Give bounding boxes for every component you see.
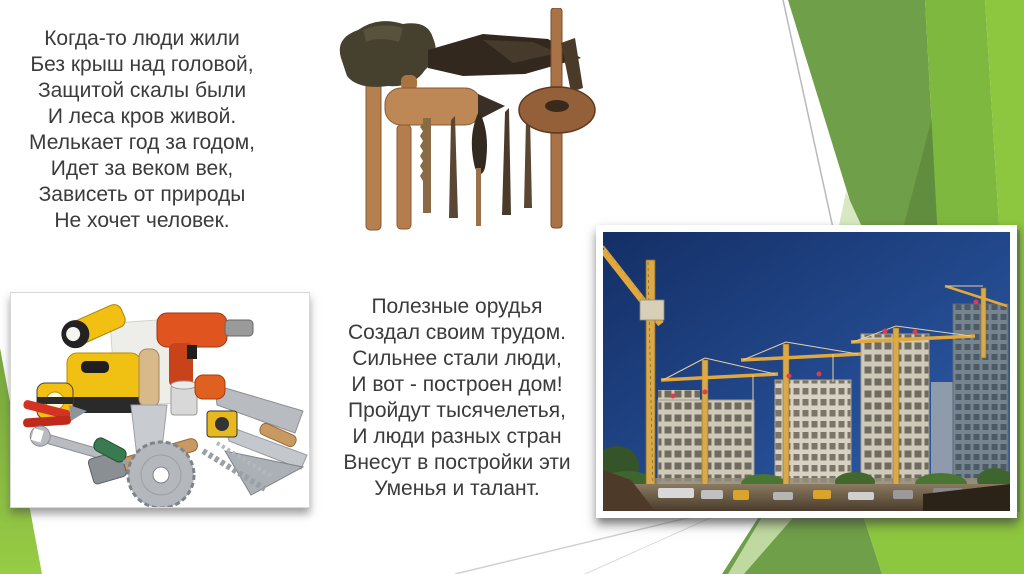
crane-mast-2 — [702, 360, 708, 494]
serrated-harpoon — [420, 118, 431, 213]
gauge-box — [207, 411, 237, 437]
poem-line: Сильнее стали люди, — [352, 347, 562, 370]
poem-line: Полезные орудья — [371, 295, 543, 318]
poem-top-left — [14, 26, 270, 234]
poem-line: И люди разных стран — [352, 425, 562, 448]
poem-line: Внесут в постройки эти — [343, 451, 571, 474]
modern-tools-image — [10, 292, 310, 508]
mallet-handle — [397, 125, 411, 229]
poem-line: Пройдут тысячелетья, — [348, 399, 566, 422]
mallet-head — [385, 88, 481, 125]
stone-ring-hole — [545, 100, 569, 112]
poem-line: И вот - построен дом! — [351, 373, 563, 396]
axe-handle — [366, 78, 381, 230]
thin-stick — [449, 116, 458, 218]
poem-line: Защитой скалы были — [37, 79, 247, 102]
poem-line: Создал своим трудом. — [348, 321, 566, 344]
construction-site-photo — [596, 225, 1017, 518]
crane-mast-3 — [783, 344, 789, 494]
small-stick — [524, 116, 532, 208]
poem-line: И леса кров живой. — [47, 105, 237, 128]
circular-saw-blade — [128, 442, 194, 507]
building-right-tall — [953, 304, 1008, 494]
mallet-tip — [478, 94, 505, 120]
crane-mast-4 — [893, 328, 899, 492]
poem-line: Без крыш над головой, — [30, 53, 254, 76]
poem-line: Не хочет человек. — [54, 209, 230, 232]
poem-line: Уменья и талант. — [374, 477, 540, 500]
poem-center — [326, 294, 588, 502]
poem-line: Идет за веком век, — [50, 157, 234, 180]
stick-fragment — [561, 38, 583, 92]
bottom-facet-bright — [862, 512, 1024, 574]
pointed-stick — [502, 108, 511, 215]
ancient-tools-image — [333, 8, 597, 236]
poem-line: Мелькает год за годом, — [29, 131, 255, 154]
poem-line: Зависеть от природы — [38, 183, 246, 206]
crane-cab — [640, 300, 664, 320]
paint-can — [171, 381, 197, 415]
arrow-shaft — [476, 168, 481, 226]
poem-line: Когда-то люди жили — [44, 27, 240, 50]
